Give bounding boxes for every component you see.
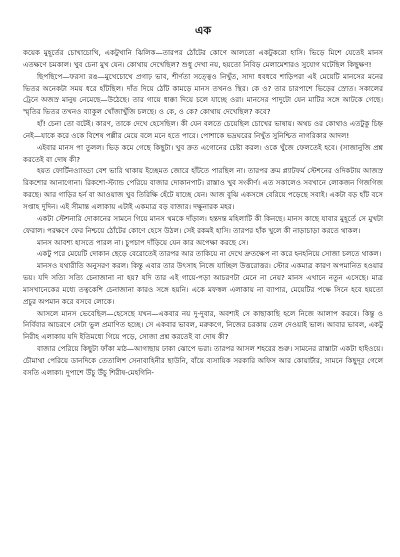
- paragraph: মানস আবশ্য হাসতে পারল না। চুপচাপ দাঁড়িয়ে যেন কার অপেক্ষা করছে সে।: [37, 237, 249, 247]
- paragraph: এইবার মানস পা তুলল। ভিড় কমে গেছে কিছুটা। খুব ক্রত এগোনের চেষ্টা করল। ওকে খুঁজে ফেলতেই হবে। (সাজানুজি প্রশ্ন করতেই বা দোষ কী?: [23, 142, 383, 164]
- paragraph: একটু পরে মেয়েটি দোকান ছেড়ে বেরোতেই তারপর আর তাকিয়ে না দেখে দ্রুতক্ষেপ না করে হনহনিয়ে সোজা চলতে থাকল।: [37, 249, 382, 259]
- chapter-title: এক: [194, 24, 212, 37]
- chapter-body: [23, 47, 383, 379]
- paragraph: মানসও যথারীতি অনুসরণ করল। কিন্তু এবার তার উৎসাহ নিজে যাচ্ছিল উত্তরোত্তর। স্টোর একমাত্র কারণ অপমানিত হওয়ার ভয়। যদি সত্যি সত্যি চেনাজানা না হয়? যদি তার এই গায়ে-পড়া আচরণটা মেনে না নেয়? মানস এখানে নতুন এসেছে। মাত্র মাসখানেকের মধ্যে তত্বকেশি চেনাজানা কারও সঙ্গে হয়নি। একে মফস্বল এলাকায় না ব্যাপার, মেয়েটির পক্ষে সিনে হবে হয়তো প্রচুর অপমান করে বসবে লোকে।: [23, 261, 383, 306]
- paragraph: বাজার পেরিয়ে কিছুটা ফাঁকা মাঠ—আগাছায় ঢাকা ঝোপে ভরা। তারপর আসল শহরের শুরু। সামনের রাস্তাটা একটা হাইওয়ে। চৌমাথা পেরিয়ে ডানদিকে তেতালিশ সেনাবাহিনীর ছাউনি, বাঁয়ে ব্যসায়িক সরকারি অফিস আর কোয়ার্টার, সামনে কিছুদূর গেলে বসতি এলাকা। দুপাশে উঁচু উঁচু শিরীষ-মেহগিনি-: [23, 344, 383, 377]
- paragraph: আসলে মানস ভেবেছিল—হেসেছে যখন—একবার নয় দু-দুবার, অবশ্যই সে কাছাকাছি হলে নিজে আলাপ করবে। কিন্তু ও নির্বিবার আচরণে সেটা ভুল প্রমাণিত হচ্ছে। সে একবার ভাবল, মরুকগে, নিজের চরকায় তেল দেওয়াই ভাল। আবার ভাবল, একটু নিরীহ এলাকায় যদি ইতিমধ্যে গিয়ে পড়ে, সোজা প্রশ্ন করতেই বা দোষ কী?: [23, 308, 383, 342]
- paragraph: হাঁ! চেনা তো বটেই। কারণ, তাকে দেখে হেসেছিল। কী যেন বলতে চেয়েছিল চোখের ভাষায়। অথচ ওর কোথাও এতটুকু চিহ্ন নেই—যাকে করে ওকে বিশেষ পল্লীর মেয়ে বলে মনে হতে পারে। পোশাকে ভদ্রঘরের নিখুঁত সুনিশ্চিত নাগরিকার আদল!: [23, 119, 383, 140]
- paragraph: কয়েক মুহূর্তের চোখাচোখি, একটুখানি ঝিলিক—তারপর ঠোঁটের কোণে আলতো একটুকরো হাসি। ভিড়ে মিশে যেতেই মানস এতক্ষণে চমকাল। খুব চেনা মুখ যেন। কোথায় দেখেছিল? শুধু দেখা নয়, হয়তো নিবিড় মেলামেশারও সুযোগ ঘটেছিল কিছুক্ষণ!: [23, 48, 383, 69]
- paragraph: হয়ত ফোর্টিনও্যাড্ডা বেশ ভারি থাকায় ইচ্ছেমত জোরে হাঁটতে পারছিল না। তারপর ক্রম প্ল্যাটফর্ম স্টেশনের ওদিকটায় আজস্র রিকশোর আনাগোনা। রিকশো-স্ট্যান্ড পেরিয়ে বাজার দোকানপাট। রাস্তাও খুব সংকীর্ণ। এত সকালেও সবখানে লোকজন গিজগিজ করছে। আর গাড়ির হর্ন বা আওয়াজ খুব তিরিক্ষি হেঁটে যাচ্ছে যেন। আজ বুঝি একসঙ্গে বেরিয়ে পড়েছে সবাই। একটা বড় হাঁট বসে সপ্তাহ দুদিন। এই সীমান্ত এলাকায় এটাই একমাত্র বড় বাজার। দক্ষুনারক মহর।: [23, 166, 383, 211]
- paragraph: একটা স্টেশনারি দোকানের সামনে গিয়ে মানস থমকে দাঁড়াল। হন্তদন্ত মহিলাটি কী কিনছে। মানস কাছে যাবার মুহূর্তে সে মুখটা ফেরাল। পরক্ষণে ফের নিশ্চয়ে ঠোঁটের কোণে হেসে উঠল। সেই রকমই হাসি। তারপর হাঁক খুলে কী নাড়াচাড়া করতে থাকল।: [23, 213, 383, 235]
- paragraph: ছিপছিপে—ফরসা রঙ—মুখেচোখে প্রগাঢ় ভাব, শীর্ণতা সত্ত্বেও নিখুঁত, সাদা ধবধবে শাড়িপরা এই মেয়েটি মানসের মনের ভিতর অনেকটা সময় ধরে হাঁটছিল। দাঁত দিয়ে ঠোঁট কামড়ে মানস তখনও স্থির। কে ও? তার চারপাশে ভিড়ের স্রোত। সকালের ট্রেনে অজস্র মানুষ নেমেছে—উঠেছে। তার গায়ে ধাক্কা দিয়ে চলে যাচ্ছে ওরা। মানসের পাদুটো যেন মাটির সঙ্গে আটকে গেছে। স্মৃতির ভিতর তখনও ব্যাকুল খোঁজাখুঁজি চলছে। ও কে, ও কে? কোথায় দেখেছিল? কবে?: [23, 71, 383, 117]
